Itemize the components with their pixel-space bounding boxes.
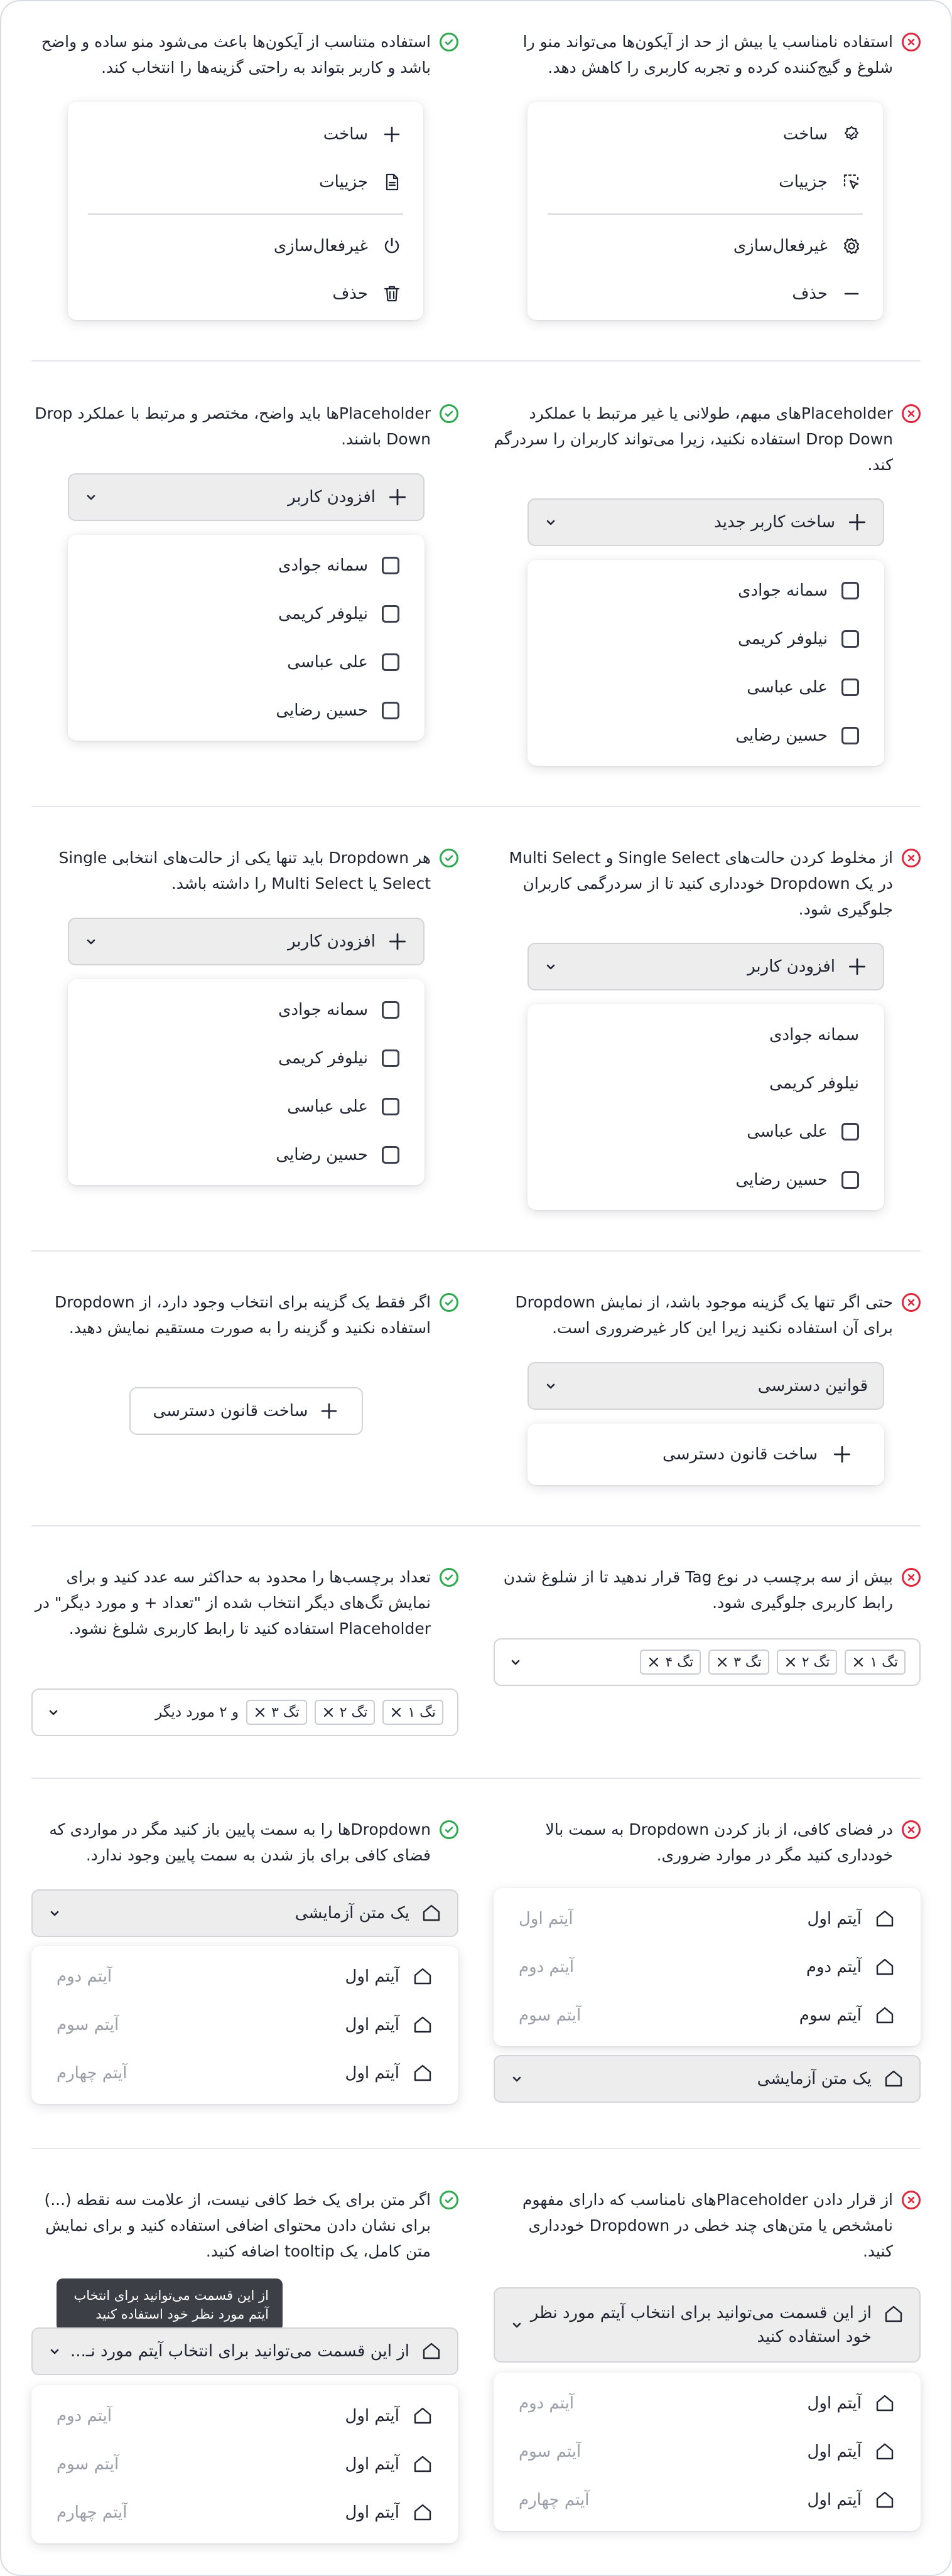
good-guideline-text: Placeholderها باید واضح، مختصر و مرتبط با عملکرد Drop Down باشند.	[35, 404, 431, 448]
close-icon[interactable]	[647, 1656, 660, 1668]
good-example	[31, 400, 458, 790]
error-icon	[902, 2191, 921, 2209]
option-item[interactable]: علی عباسی	[68, 638, 425, 686]
tag-chip[interactable]: تگ ۴	[640, 1650, 701, 1675]
bad-example	[494, 1564, 921, 1752]
checkbox[interactable]	[382, 605, 399, 623]
home-icon	[412, 2405, 433, 2427]
close-icon[interactable]	[254, 1706, 266, 1719]
list-item[interactable]: آیتم دوم آیتم دوم	[494, 1943, 921, 1991]
dropdown-menu	[68, 535, 425, 741]
close-icon[interactable]	[784, 1656, 797, 1668]
section-divider	[31, 360, 921, 362]
option-item[interactable]: علی عباسی	[68, 1082, 425, 1130]
check-icon	[440, 1568, 458, 1587]
checkbox[interactable]	[382, 557, 399, 574]
power-icon	[382, 236, 402, 256]
check-icon	[440, 1820, 458, 1839]
option-item[interactable]: نیلوفر کریمی	[68, 589, 425, 638]
list-item[interactable]: آیتم اول آیتم دوم	[31, 1952, 458, 2000]
plus-icon	[319, 1401, 339, 1421]
close-icon[interactable]	[852, 1656, 865, 1668]
section-icons	[1, 29, 951, 355]
close-icon[interactable]	[716, 1656, 728, 1668]
tag-chip[interactable]: تگ ۱	[845, 1650, 906, 1675]
plus-icon	[831, 1444, 853, 1465]
home-icon	[874, 1908, 895, 1929]
home-icon	[412, 1966, 433, 1987]
chevron-down-icon	[84, 490, 98, 504]
section-select-mode	[1, 845, 951, 1234]
home-icon	[883, 2304, 904, 2325]
good-guideline-text: Dropdownها را به سمت پایین باز کنید مگر در مواردی که فضای کافی برای باز شدن به سمت پایین وجود ندارد.	[49, 1820, 431, 1864]
menu-item-disable[interactable]: غیرفعال‌سازی	[527, 222, 883, 270]
dropdown-trigger[interactable]: افزودن کاربر	[68, 473, 425, 521]
tag-chip[interactable]: تگ ۳	[246, 1700, 307, 1725]
select-icon	[841, 172, 862, 192]
section-long-placeholder	[1, 2187, 951, 2551]
list-item[interactable]: آیتم اول آیتم چهارم	[31, 2049, 458, 2097]
list-item[interactable]: آیتم اول آیتم سوم	[31, 2000, 458, 2049]
chevron-down-icon	[510, 2072, 524, 2086]
good-guideline-text: اگر فقط یک گزینه برای انتخاب وجود دارد، از Dropdown استفاده نکنید و گزینه را به صورت مستقیم نمایش دهید.	[55, 1293, 431, 1337]
check-icon	[440, 849, 458, 867]
good-example	[31, 1817, 458, 2143]
dropdown-menu	[494, 1888, 921, 2046]
checkbox[interactable]	[841, 1171, 859, 1189]
create-rule-button[interactable]: ساخت قانون دسترسی	[129, 1387, 363, 1435]
option-item[interactable]: نیلوفر کریمی	[68, 1034, 425, 1082]
error-icon	[902, 404, 921, 423]
badge-icon	[841, 124, 862, 144]
bad-guideline-text: بیش از سه برچسب در نوع Tag قرار ندهید تا از شلوغ شدن رابط کاربری جلوگیری شود.	[503, 1568, 893, 1612]
plus-icon	[847, 512, 868, 533]
dropdown-menu	[494, 2373, 921, 2531]
checkbox[interactable]	[841, 582, 859, 599]
tooltip: از این قسمت می‌توانید برای انتخاب آیتم مورد نظر خود استفاده کنید	[57, 2278, 283, 2331]
check-icon	[440, 404, 458, 423]
menu-item-create[interactable]: ساخت	[527, 110, 883, 158]
chevron-down-icon	[48, 2344, 62, 2358]
dropdown-trigger[interactable]: افزودن کاربر	[68, 918, 425, 965]
menu-divider	[88, 213, 403, 215]
dropdown-menu	[527, 1424, 884, 1485]
checkbox[interactable]	[382, 1001, 399, 1019]
home-icon	[874, 2393, 895, 2414]
section-divider	[31, 1778, 921, 1779]
plus-icon	[847, 956, 868, 977]
dropdown-menu	[31, 2385, 458, 2543]
dropdown-menu	[527, 1004, 884, 1210]
list-item[interactable]: آیتم اول آیتم چهارم	[31, 2488, 458, 2536]
check-icon	[440, 33, 458, 51]
menu-card	[527, 102, 883, 320]
error-icon	[902, 1293, 921, 1312]
close-icon[interactable]	[322, 1706, 335, 1719]
chevron-down-icon	[544, 960, 558, 974]
home-icon	[874, 2441, 895, 2462]
home-icon	[421, 1902, 442, 1924]
checkbox[interactable]	[382, 1049, 399, 1067]
dropdown-trigger[interactable]: قوانین دسترسی	[527, 1362, 884, 1410]
option-item[interactable]: سمانه جوادی	[68, 541, 425, 589]
dropdown-menu	[527, 560, 884, 766]
option-item[interactable]: ساخت قانون دسترسی	[527, 1424, 884, 1485]
list-item[interactable]: آیتم اول آیتم اول	[494, 1894, 921, 1943]
error-icon	[902, 1568, 921, 1587]
home-icon	[412, 2014, 433, 2036]
section-single-option	[1, 1289, 951, 1490]
dropdown-menu	[68, 979, 425, 1185]
list-item[interactable]: آیتم سوم آیتم سوم	[494, 1991, 921, 2039]
chevron-down-icon	[510, 2318, 524, 2332]
bad-guideline-text: از مخلوط کردن حالت‌های Single Select و Multi Select در یک Dropdown خودداری کنید تا از سردرگمی کاربران جلوگیری شود.	[509, 849, 893, 918]
menu-item-details[interactable]: جزییات	[68, 158, 423, 206]
home-icon	[883, 2068, 904, 2090]
chevron-down-icon	[544, 515, 558, 529]
chevron-down-icon	[84, 935, 98, 948]
check-icon	[440, 2191, 458, 2209]
list-item[interactable]: آیتم اول آیتم دوم	[31, 2391, 458, 2440]
menu-item-disable[interactable]: غیرفعال‌سازی	[68, 222, 423, 270]
more-tags-count: و ۲ مورد دیگر	[155, 1704, 239, 1720]
tag-chip[interactable]: تگ ۲	[315, 1700, 376, 1725]
home-icon	[412, 2502, 433, 2523]
good-example	[31, 1289, 458, 1490]
gear-icon	[841, 236, 862, 256]
home-icon	[412, 2063, 433, 2084]
option-item[interactable]: حسین رضایی	[527, 1156, 884, 1204]
dropdown-trigger[interactable]: یک متن آزمایشی	[31, 1889, 458, 1937]
bad-example	[494, 2187, 921, 2551]
checkbox[interactable]	[841, 727, 859, 744]
error-icon	[902, 33, 921, 51]
list-item[interactable]: آیتم اول آیتم چهارم	[494, 2476, 921, 2524]
checkbox[interactable]	[382, 702, 399, 719]
trash-icon	[382, 284, 402, 304]
bad-example	[494, 400, 921, 790]
section-divider	[31, 1250, 921, 1252]
plus-icon	[387, 486, 408, 508]
list-item[interactable]: آیتم اول آیتم سوم	[494, 2427, 921, 2476]
checkbox[interactable]	[841, 679, 859, 696]
dropdown-trigger[interactable]: ساخت کاربر جدید	[527, 498, 884, 546]
checkbox[interactable]	[382, 1146, 399, 1164]
option-item[interactable]: نیلوفر کریمی	[527, 614, 884, 663]
good-guideline-text: تعداد برچسب‌ها را محدود به حداکثر سه عدد کنید و برای نمایش تگ‌های دیگر انتخاب شده از "تعداد + و مورد دیگر" در Placeholder استفاده کنید تا رابط کاربری شلوغ نشود.	[35, 1568, 431, 1638]
section-placeholder	[1, 400, 951, 790]
menu-item-delete[interactable]: حذف	[68, 270, 423, 318]
option-item[interactable]: علی عباسی	[527, 1107, 884, 1156]
bad-guideline-text: استفاده نامناسب یا بیش از حد از آیکون‌ها می‌تواند منو را شلوغ و گیج‌کننده کرده و تجربه کاربری را کاهش دهد.	[522, 33, 893, 77]
home-icon	[874, 2489, 895, 2511]
bad-example	[494, 1817, 921, 2143]
option-item[interactable]: علی عباسی	[527, 663, 884, 711]
menu-item-delete[interactable]: حذف	[527, 270, 883, 318]
chevron-down-icon	[544, 1379, 558, 1393]
document-icon	[382, 172, 402, 192]
menu-divider	[548, 213, 863, 215]
close-icon[interactable]	[390, 1706, 403, 1719]
section-tags	[1, 1564, 951, 1752]
good-example	[31, 29, 458, 355]
list-item[interactable]: آیتم اول آیتم سوم	[31, 2440, 458, 2488]
option-item[interactable]: نیلوفر کریمی	[769, 1073, 859, 1093]
checkbox[interactable]	[382, 1098, 399, 1115]
good-example	[31, 1564, 458, 1752]
dropdown-trigger[interactable]: یک متن آزمایشی	[494, 2055, 921, 2103]
bad-guideline-text: از قرار دادن Placeholderهای نامناسب که دارای مفهوم نامشخص یا متن‌های چند خطی در Dropdown خودداری کنید.	[522, 2191, 893, 2260]
good-guideline-text: اگر متن برای یک خط کافی نیست، از علامت سه نقطه (...) برای نشان دادن محتوای اضافی استفاده کنید و برای نمایش متن کامل، یک tooltip اضافه کنید.	[44, 2191, 431, 2260]
option-item[interactable]: حسین رضایی	[68, 686, 425, 734]
plus-icon	[382, 124, 402, 144]
good-example	[31, 2187, 458, 2551]
tag-chip[interactable]: تگ ۱	[382, 1700, 443, 1725]
menu-item-details[interactable]: جزییات	[527, 158, 883, 206]
good-example	[31, 845, 458, 1234]
option-item[interactable]: سمانه جوادی	[527, 566, 884, 614]
list-item[interactable]: آیتم اول آیتم دوم	[494, 2379, 921, 2427]
tag-select-field[interactable]	[494, 1638, 921, 1686]
bad-guideline-text: حتی اگر تنها یک گزینه موجود باشد، از نمایش Dropdown برای آن استفاده نکنید زیرا این کار غیرضروری است.	[515, 1293, 893, 1337]
tag-chip[interactable]: تگ ۳	[708, 1650, 769, 1675]
bad-example	[494, 29, 921, 355]
plus-icon	[387, 931, 408, 952]
chevron-down-icon	[46, 1705, 60, 1719]
section-divider	[31, 806, 921, 807]
bad-guideline-text: Placeholderهای مبهم، طولانی یا غیر مرتبط با عملکرد Drop Down استفاده نکنید، زیرا می‌تواند کاربران را سردرگم کند.	[494, 404, 893, 474]
dropdown-trigger[interactable]: از این قسمت می‌توانید برای انتخاب آیتم مورد نظر خود استفاده کنید	[494, 2287, 921, 2363]
dropdown-menu	[31, 1946, 458, 2104]
good-guideline-text: استفاده متناسب از آیکون‌ها باعث می‌شود منو ساده و واضح باشد و کاربر بتواند به راحتی گزینه‌ها را انتخاب کند.	[41, 33, 431, 77]
check-icon	[440, 1293, 458, 1312]
bad-example	[494, 845, 921, 1234]
bad-example	[494, 1289, 921, 1490]
option-item[interactable]: سمانه جوادی	[68, 985, 425, 1034]
menu-item-create[interactable]: ساخت	[68, 110, 423, 158]
tag-chip[interactable]: تگ ۲	[777, 1650, 838, 1675]
minus-icon	[841, 284, 862, 304]
section-divider	[31, 2148, 921, 2149]
chevron-down-icon	[509, 1655, 522, 1669]
menu-card	[68, 102, 423, 320]
bad-guideline-text: در فضای کافی، از باز کردن Dropdown به سمت بالا خودداری کنید مگر در موارد ضروری.	[545, 1820, 893, 1864]
error-icon	[902, 849, 921, 867]
checkbox[interactable]	[841, 1123, 859, 1140]
checkbox[interactable]	[841, 630, 859, 648]
dropdown-trigger[interactable]: از این قسمت می‌توانید برای انتخاب آیتم مورد نـ...	[31, 2327, 458, 2375]
home-icon	[874, 2005, 895, 2026]
good-guideline-text: هر Dropdown باید تنها یکی از حالت‌های انتخابی Single Select یا Multi Select را داشته باشد.	[58, 849, 431, 893]
chevron-down-icon	[48, 1906, 62, 1920]
tag-select-field[interactable]	[31, 1688, 458, 1736]
section-divider	[31, 1525, 921, 1527]
error-icon	[902, 1820, 921, 1839]
home-icon	[421, 2341, 442, 2362]
home-icon	[412, 2454, 433, 2475]
checkbox[interactable]	[382, 653, 399, 671]
home-icon	[874, 1956, 895, 1978]
option-item[interactable]: حسین رضایی	[68, 1130, 425, 1179]
option-item[interactable]: سمانه جوادی	[769, 1025, 859, 1044]
option-item[interactable]: حسین رضایی	[527, 711, 884, 759]
section-open-direction	[1, 1817, 951, 2143]
dropdown-trigger[interactable]: افزودن کاربر	[527, 943, 884, 990]
